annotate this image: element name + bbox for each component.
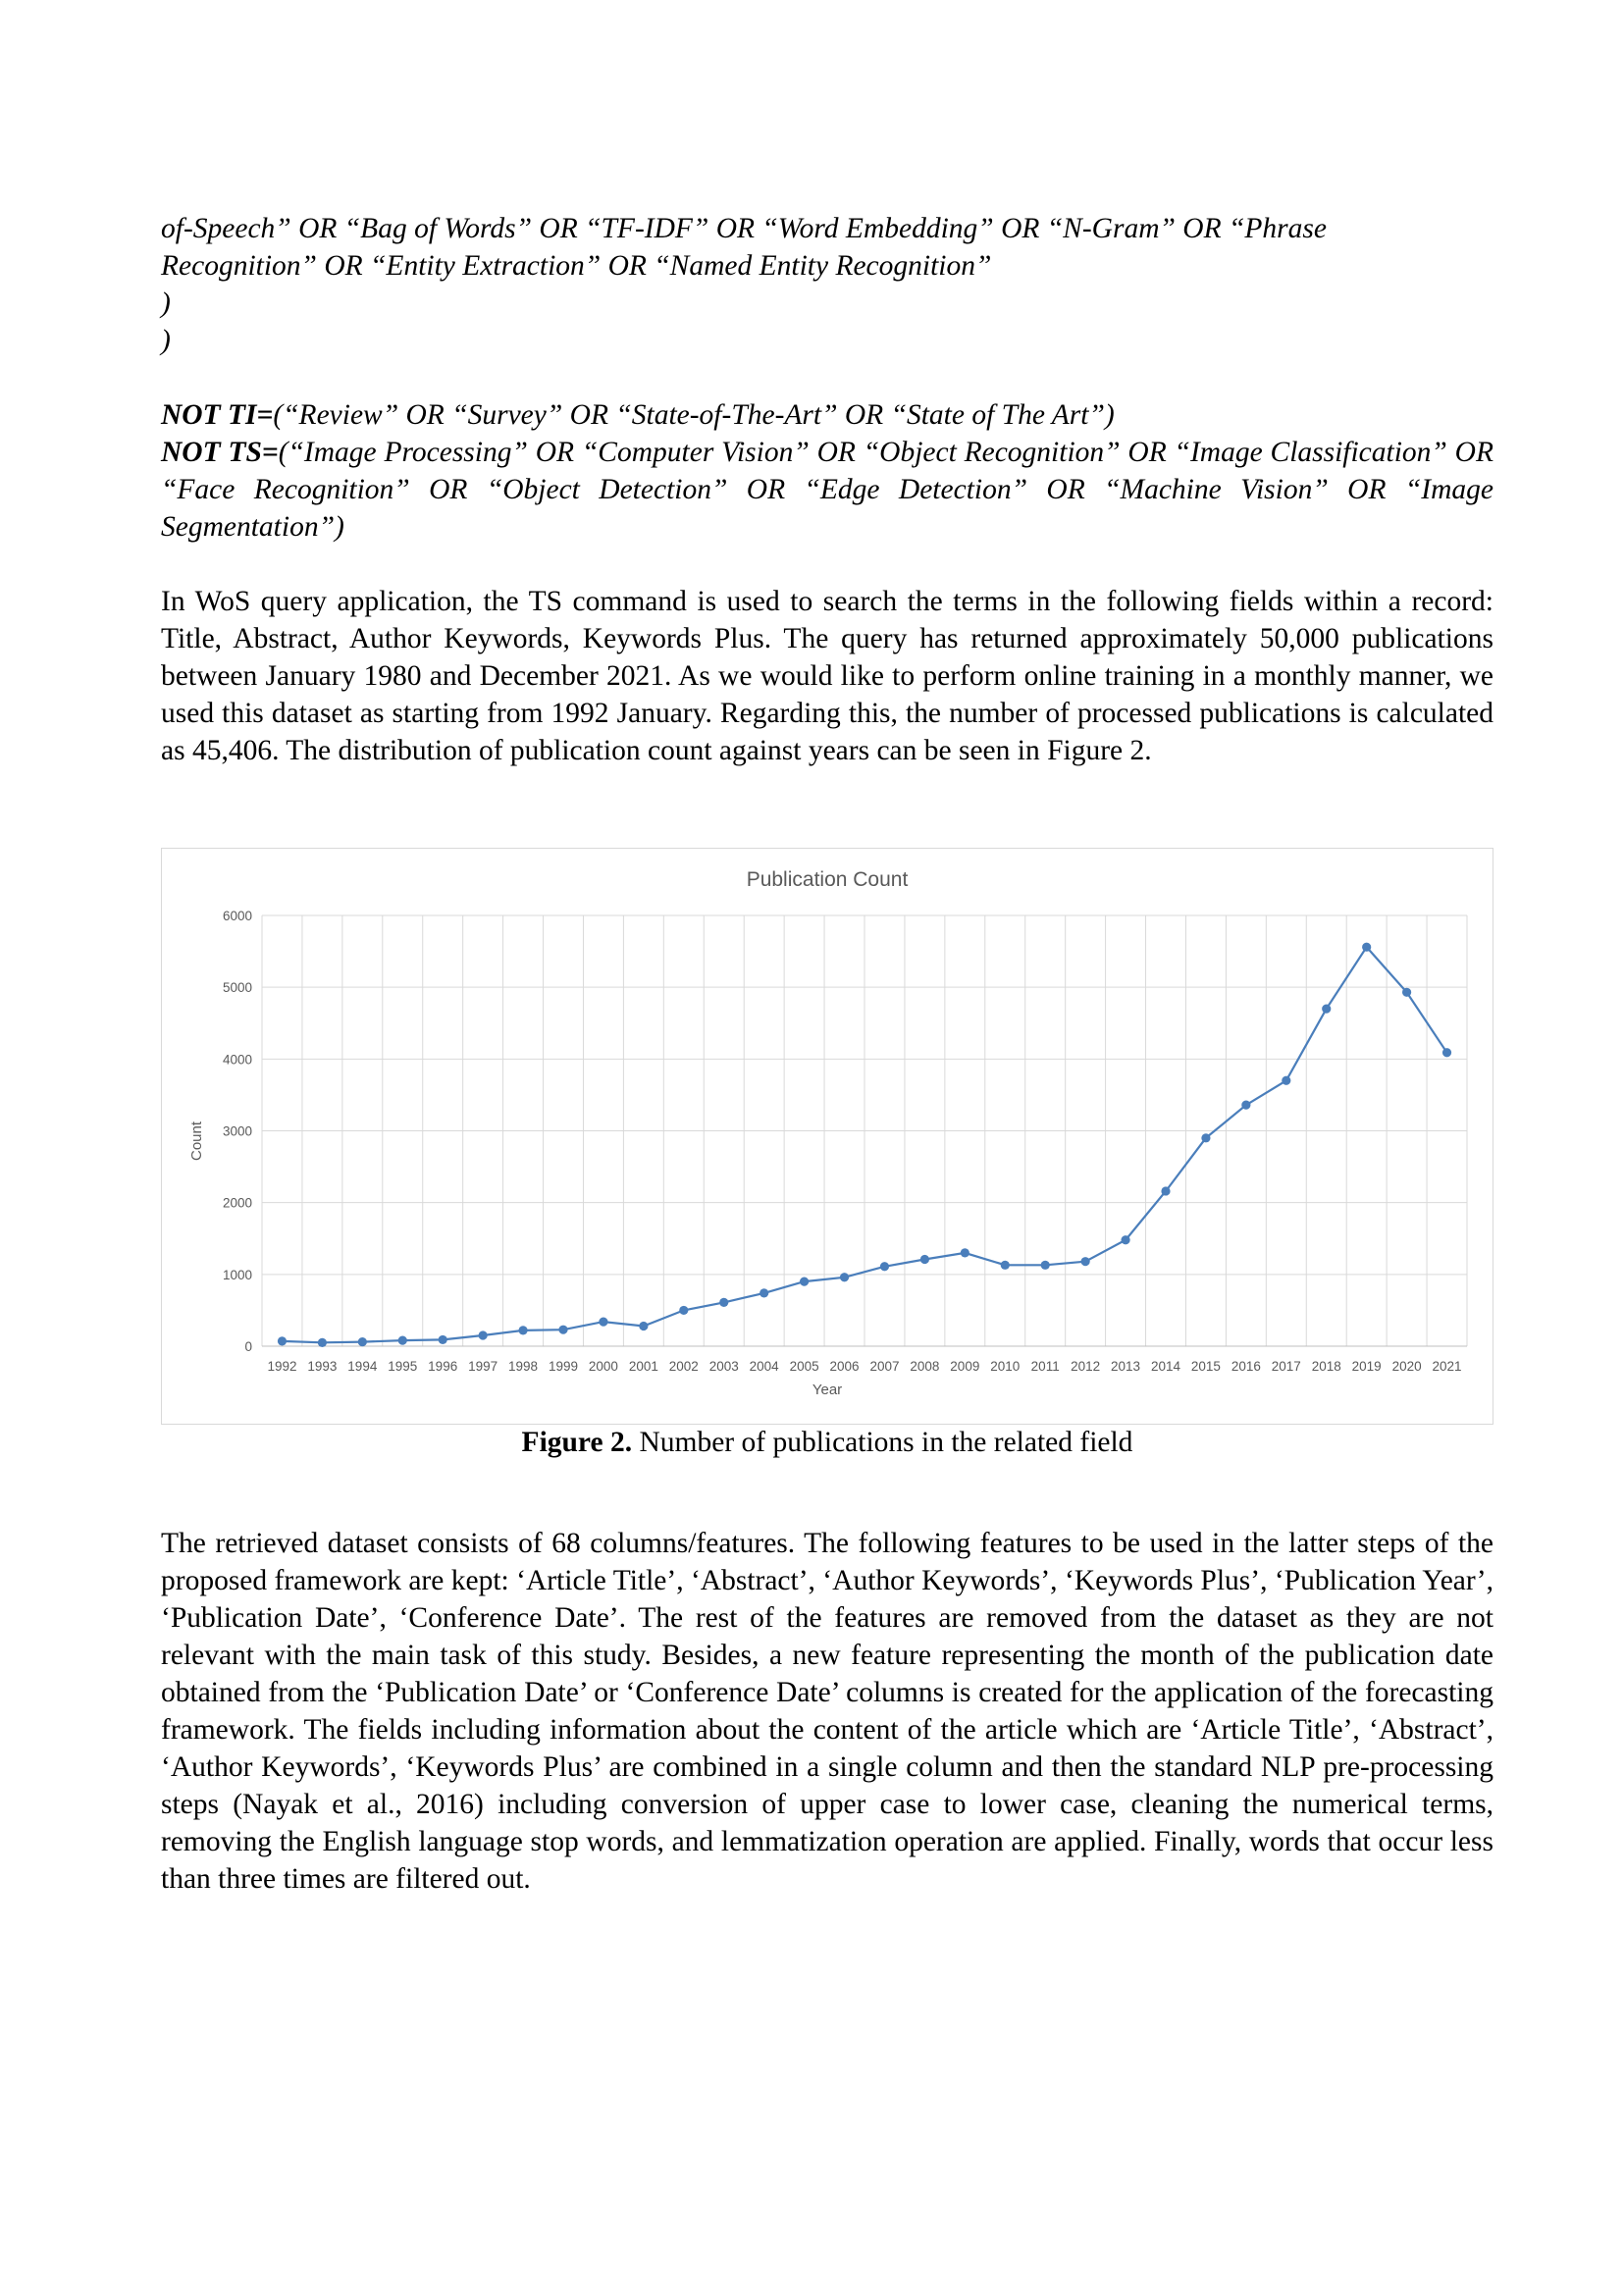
data-point: [398, 1336, 407, 1345]
data-point: [719, 1298, 728, 1307]
data-point: [1442, 1048, 1451, 1057]
data-point: [599, 1318, 607, 1327]
chart-title: Publication Count: [746, 868, 909, 891]
chart-axes: [223, 909, 1467, 1374]
x-axis-label: Year: [812, 1382, 843, 1398]
x-tick-label: 2002: [668, 1359, 699, 1374]
data-point: [1322, 1005, 1331, 1014]
x-tick-label: 2020: [1391, 1359, 1422, 1374]
y-tick-label: 2000: [222, 1195, 252, 1211]
query-not-ts: [161, 434, 1493, 546]
x-tick-label: 2015: [1190, 1359, 1221, 1374]
x-tick-label: 2004: [749, 1359, 779, 1374]
data-point: [880, 1262, 889, 1271]
data-point: [1041, 1261, 1050, 1270]
data-point: [1241, 1101, 1250, 1110]
line-chart: [162, 849, 1493, 1424]
data-point: [1161, 1186, 1170, 1195]
data-point: [358, 1337, 367, 1346]
data-point: [439, 1335, 447, 1344]
x-tick-label: 1999: [548, 1359, 579, 1374]
x-tick-label: 2005: [789, 1359, 819, 1374]
x-tick-label: 2016: [1231, 1359, 1261, 1374]
x-tick-label: 2014: [1150, 1359, 1181, 1374]
x-tick-label: 2021: [1432, 1359, 1462, 1374]
x-tick-label: 2003: [708, 1359, 739, 1374]
figure-caption-label: Figure 2.: [521, 1427, 633, 1458]
y-tick-label: 1000: [222, 1267, 252, 1282]
data-point: [1001, 1261, 1010, 1270]
data-point: [1201, 1133, 1210, 1142]
data-point: [318, 1338, 327, 1347]
data-point: [800, 1278, 809, 1286]
x-tick-label: 2010: [990, 1359, 1021, 1374]
figure-caption: [161, 1424, 1493, 1461]
y-tick-label: 3000: [222, 1123, 252, 1139]
query-continuation-line-1: of-Speech” OR “Bag of Words” OR “TF-IDF” OR “Word Embedding” OR “N-Gram” OR “Phrase: [161, 213, 1327, 244]
not-ti-keyword: NOT TI=: [161, 399, 274, 431]
x-tick-label: 2011: [1030, 1359, 1060, 1374]
y-tick-label: 0: [244, 1339, 252, 1354]
query-continuation-line-2: Recognition” OR “Entity Extraction” OR “Named Entity Recognition”: [161, 250, 992, 282]
x-tick-label: 2008: [910, 1359, 940, 1374]
data-point: [760, 1288, 768, 1297]
x-tick-label: 2012: [1071, 1359, 1101, 1374]
query-not-ti: [161, 396, 1493, 434]
not-ts-terms: (“Image Processing” OR “Computer Vision” OR “Object Recognition” OR “Image Classification” OR “Face Recognition” OR “Object Detection” OR “Edge Detection” OR “Machine Vision” OR “Image Segmentation”): [161, 437, 1493, 543]
figure-2-chart: [161, 848, 1493, 1425]
paragraph-2: The retrieved dataset consists of 68 columns/features. The following features to be used in the latter steps of the proposed framework are kept: ‘Article Title’, ‘Abstract’, ‘Author Keywords’, ‘Keywords Plus’, ‘Publication Year’, ‘Publication Date’, ‘Conference Date’. The rest of the features are removed from the dataset as they are not relevant with the main task of this study. Besides, a new feature representing the month of the publication date obtained from the ‘Publication Date’ or ‘Conference Date’ columns is created for the application of the forecasting framework. The fields including information about the content of the article which are ‘Article Title’, ‘Abstract’, ‘Author Keywords’, ‘Keywords Plus’ are combined in a single column and then the standard NLP pre-processing steps (Nayak et al., 2016) including conversion of upper case to lower case, cleaning the numerical terms, removing the English language stop words, and lemmatization operation are applied. Finally, words that occur less than three times are filtered out.: [161, 1528, 1493, 1895]
query-close-paren-2: ): [161, 325, 171, 356]
x-tick-label: 2006: [829, 1359, 860, 1374]
not-ts-keyword: NOT TS=: [161, 437, 279, 468]
chart-grid: [262, 915, 1467, 1346]
data-point: [1362, 943, 1371, 952]
text-block-top: [161, 210, 1493, 769]
y-tick-label: 4000: [222, 1052, 252, 1068]
y-tick-label: 6000: [222, 909, 252, 923]
x-tick-label: 1994: [347, 1359, 378, 1374]
x-tick-label: 1998: [508, 1359, 539, 1374]
x-tick-label: 2017: [1271, 1359, 1301, 1374]
x-tick-label: 1996: [428, 1359, 458, 1374]
x-tick-label: 1997: [468, 1359, 498, 1374]
data-point: [961, 1248, 969, 1257]
x-tick-label: 1995: [388, 1359, 418, 1374]
data-point: [1121, 1235, 1129, 1244]
y-axis-label: Count: [188, 1121, 205, 1162]
x-tick-label: 2018: [1311, 1359, 1341, 1374]
figure-caption-text: Number of publications in the related field: [632, 1427, 1133, 1458]
x-tick-label: 1993: [307, 1359, 338, 1374]
data-point: [479, 1330, 488, 1339]
x-tick-label: 2019: [1351, 1359, 1382, 1374]
data-point: [1402, 988, 1411, 997]
not-ti-terms: (“Review” OR “Survey” OR “State-of-The-Art” OR “State of The Art”): [273, 399, 1115, 431]
x-tick-label: 2001: [628, 1359, 658, 1374]
query-close-paren-1: ): [161, 287, 171, 319]
data-point: [1081, 1257, 1090, 1266]
data-point: [920, 1255, 929, 1264]
x-tick-label: 2007: [869, 1359, 900, 1374]
data-point: [840, 1273, 849, 1281]
paragraph-1: In WoS query application, the TS command is used to search the terms in the following fields within a record: Title, Abstract, Author Keywords, Keywords Plus. The query has returned approximately 50,000 publications between January 1980 and December 2021. As we would like to perform online training in a monthly manner, we used this dataset as starting from 1992 January. Regarding this, the number of processed publications is calculated as 45,406. The distribution of publication count against years can be seen in Figure 2.: [161, 586, 1493, 766]
text-block-bottom: [161, 1525, 1493, 1898]
data-point: [639, 1322, 648, 1330]
y-tick-label: 5000: [222, 980, 252, 996]
data-point: [558, 1326, 567, 1334]
x-tick-label: 1992: [267, 1359, 297, 1374]
x-tick-label: 2013: [1111, 1359, 1141, 1374]
x-tick-label: 2009: [950, 1359, 980, 1374]
data-point: [1282, 1076, 1290, 1085]
x-tick-label: 2000: [588, 1359, 618, 1374]
data-point: [518, 1326, 527, 1334]
data-point: [278, 1336, 287, 1345]
data-point: [679, 1306, 688, 1315]
